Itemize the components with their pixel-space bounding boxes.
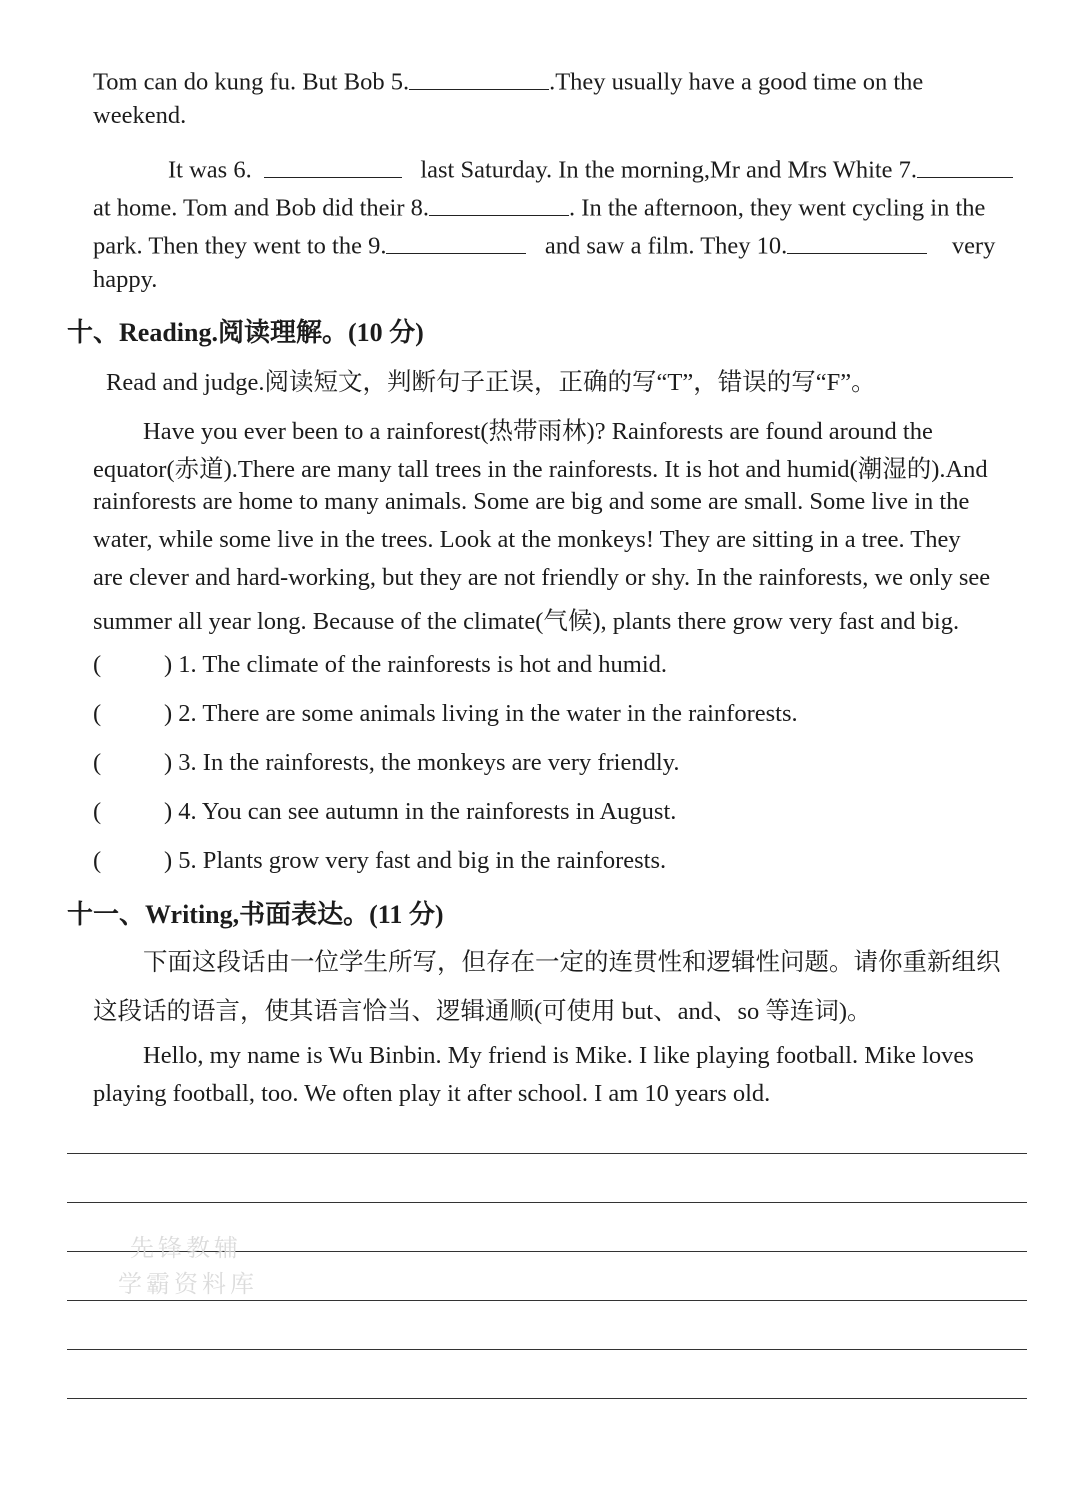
reading-passage-line: are clever and hard-working, but they are not friendly or shy. In the rainforests, we only see bbox=[93, 564, 991, 591]
judge-question-4: ) 4. You can see autumn in the rainforests in August. bbox=[164, 798, 677, 825]
reading-instruction: Read and judge.阅读短文，判断句子正误，正确的写“T”，错误的写“F”。 bbox=[106, 369, 876, 396]
writing-instruction-line: 这段话的语言，使其语言恰当、逻辑通顺(可使用 but、and、so 等连词)。 bbox=[93, 998, 872, 1025]
writing-line[interactable] bbox=[67, 1300, 1027, 1301]
watermark-line-2: 学霸资料库 bbox=[118, 1270, 258, 1298]
reading-passage-line: equator(赤道).There are many tall trees in the rainforests. It is hot and humid(潮湿的).And bbox=[93, 456, 988, 483]
writing-line[interactable] bbox=[67, 1398, 1027, 1399]
writing-line[interactable] bbox=[67, 1349, 1027, 1350]
cloze-line-5 bbox=[93, 228, 995, 261]
judge-question-1: ) 1. The climate of the rainforests is hot and humid. bbox=[164, 651, 668, 678]
writing-instruction-line: 下面这段话由一位学生所写，但存在一定的连贯性和逻辑性问题。请你重新组织 bbox=[143, 949, 1001, 976]
reading-passage-line: summer all year long. Because of the climate(气候), plants there grow very fast and big. bbox=[93, 608, 960, 635]
writing-passage-line: playing football, too. We often play it after school. I am 10 years old. bbox=[93, 1080, 771, 1107]
reading-passage-line: Have you ever been to a rainforest(热带雨林)? Rainforests are found around the bbox=[143, 418, 933, 445]
cloze-line-4 bbox=[93, 190, 985, 223]
answer-blank-9[interactable] bbox=[386, 228, 526, 254]
cloze-text: It was 6. bbox=[168, 156, 252, 184]
judge-question-2: ) 2. There are some animals living in the water in the rainforests. bbox=[164, 700, 798, 727]
section-11-heading: 十一、Writing,书面表达。(11 分) bbox=[67, 900, 444, 929]
cloze-text: last Saturday. In the morning,Mr and Mrs White 7. bbox=[420, 156, 918, 184]
answer-blank-5[interactable] bbox=[409, 64, 549, 90]
cloze-text: . In the afternoon, they went cycling in the bbox=[569, 194, 986, 222]
cloze-text: .They usually have a good time on the bbox=[549, 68, 924, 96]
watermark-line-1: 先锋教辅 bbox=[130, 1234, 242, 1262]
answer-blank-8[interactable] bbox=[429, 190, 569, 216]
cloze-line-2: weekend. bbox=[93, 102, 187, 129]
writing-passage-line: Hello, my name is Wu Binbin. My friend is Mike. I like playing football. Mike loves bbox=[143, 1042, 974, 1069]
answer-slot-1[interactable]: ( bbox=[93, 651, 102, 678]
cloze-line-3 bbox=[168, 152, 1013, 185]
cloze-line-1 bbox=[93, 64, 923, 97]
judge-question-3: ) 3. In the rainforests, the monkeys are very friendly. bbox=[164, 749, 680, 776]
cloze-text: very bbox=[951, 232, 996, 260]
answer-slot-4[interactable]: ( bbox=[93, 798, 102, 825]
section-10-heading: 十、Reading.阅读理解。(10 分) bbox=[67, 318, 424, 347]
writing-line[interactable] bbox=[67, 1202, 1027, 1203]
answer-slot-3[interactable]: ( bbox=[93, 749, 102, 776]
answer-slot-5[interactable]: ( bbox=[93, 847, 102, 874]
cloze-text: Tom can do kung fu. But Bob 5. bbox=[93, 68, 410, 96]
cloze-text: and saw a film. They 10. bbox=[544, 232, 788, 260]
reading-passage-line: rainforests are home to many animals. Some are big and some are small. Some live in the bbox=[93, 488, 970, 515]
reading-passage-line: water, while some live in the trees. Look at the monkeys! They are sitting in a tree. They bbox=[93, 526, 961, 553]
answer-blank-7[interactable] bbox=[917, 152, 1013, 178]
answer-slot-2[interactable]: ( bbox=[93, 700, 102, 727]
judge-question-5: ) 5. Plants grow very fast and big in the rainforests. bbox=[164, 847, 667, 874]
answer-blank-10[interactable] bbox=[787, 228, 927, 254]
writing-line[interactable] bbox=[67, 1153, 1027, 1154]
cloze-text: park. Then they went to the 9. bbox=[93, 232, 387, 260]
cloze-text: at home. Tom and Bob did their 8. bbox=[93, 194, 430, 222]
cloze-line-6: happy. bbox=[93, 266, 158, 293]
answer-blank-6[interactable] bbox=[264, 152, 402, 178]
